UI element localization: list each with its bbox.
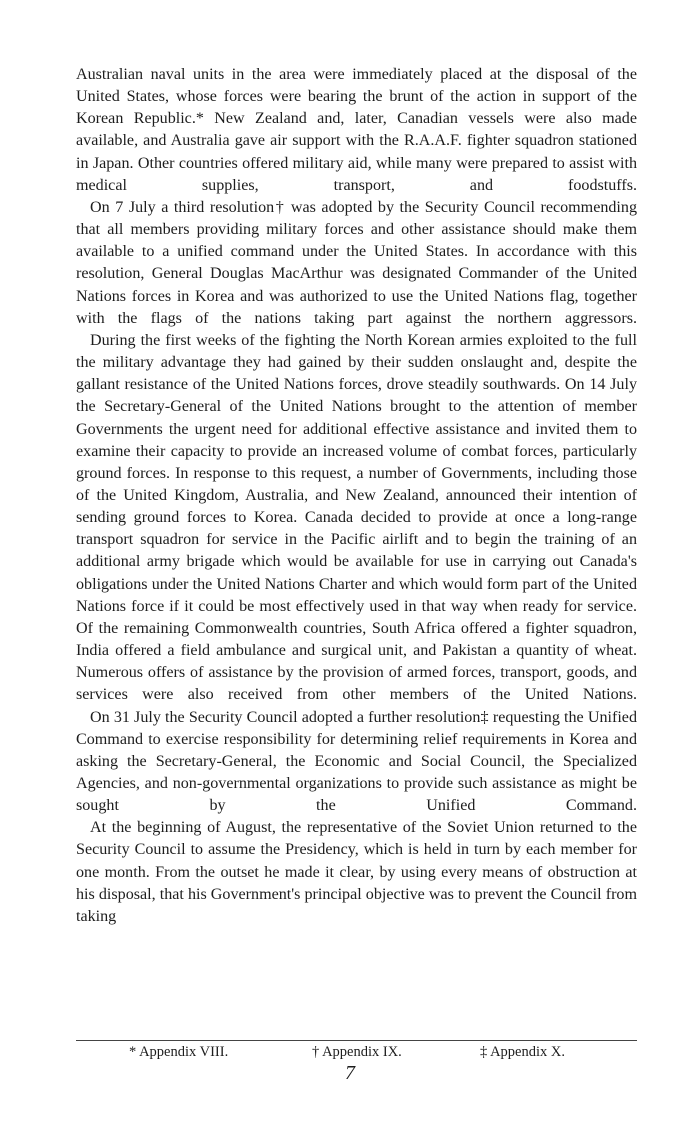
paragraph-naval-units: Australian naval units in the area were immediately placed at the disposal of the United States, whose forces were bearing the brunt of the action in support of the Korean Republic.* New Zealand and, later, Canadian vessels were also made available, and Australia gave air support with the R.A.A.F. fighter squadron stationed in Japan. Other countries offered military aid, while many were prepared to assist with medical supplies, transport, and foodstuffs. [76, 66, 637, 194]
paragraph-31-july: On 31 July the Security Council adopted a further resolution‡ requesting the Unified Command to exercise responsibility for determining relief requirements in Korea and asking the Secretary-General, the Economic and Social Council, the Specialized Agencies, and non-governmental organizations to provide such assistance as might be sought by the Unified Command. [76, 708, 637, 815]
paragraph-third-resolution: On 7 July a third resolution† was adopted by the Security Council recommending that all members providing military forces and other assistance should make them available to a unified command under the United States. In accordance with this resolution, General Douglas MacArthur was designated Commander of the United Nations forces in Korea and was authorized to use the United Nations flag, together with the flags of the nations taking part against the northern aggressors. [76, 198, 637, 327]
footnote-appendix-x: ‡ Appendix X. [480, 1044, 565, 1060]
paragraph-first-weeks: During the first weeks of the fighting the North Korean armies exploited to the full the military advantage they had gained by their sudden onslaught and, despite the gallant resistance of the United Nations forces, drove steadily southwards. On 14 July the Secretary-General of the United Nations brought to the attention of member Governments the urgent need for additional effective assistance and invited them to examine their capacity to provide an increased volume of combat forces, particularly ground forces. In response to this request, a number of Governments, including those of the United Kingdom, Australia, and New Zealand, announced their intention of sending ground forces to Korea. Canada decided to provide at once a long-range transport squadron for service in the Pacific airlift and to begin the training of an additional army brigade which would be available for use in carrying out Canada's obligations under the United Nations Charter and which would form part of the United Nations force if it could be most effectively used in that way when ready for service. Of the remaining Commonwealth countries, South Africa offered a fighter squadron, India offered a field ambulance and surgical unit, and Pakistan a quantity of wheat. Numerous offers of assistance by the provision of armed forces, transport, goods, and services were also received from other members of the United Nations. [76, 331, 637, 704]
footnote-appendix-ix: † Appendix IX. [312, 1044, 402, 1060]
paragraph-august: At the beginning of August, the representative of the Soviet Union returned to the Security Council to assume the Presidency, which is held in turn by each member for one month. From the outset he made it clear, by using every means of obstruction at his disposal, that his Government's principal objective was to prevent the Council from taking [76, 819, 637, 925]
footnote-rule [76, 1040, 637, 1041]
body-text [76, 64, 637, 928]
footnote-appendix-viii: * Appendix VIII. [129, 1044, 229, 1060]
page-number: 7 [345, 1062, 355, 1084]
